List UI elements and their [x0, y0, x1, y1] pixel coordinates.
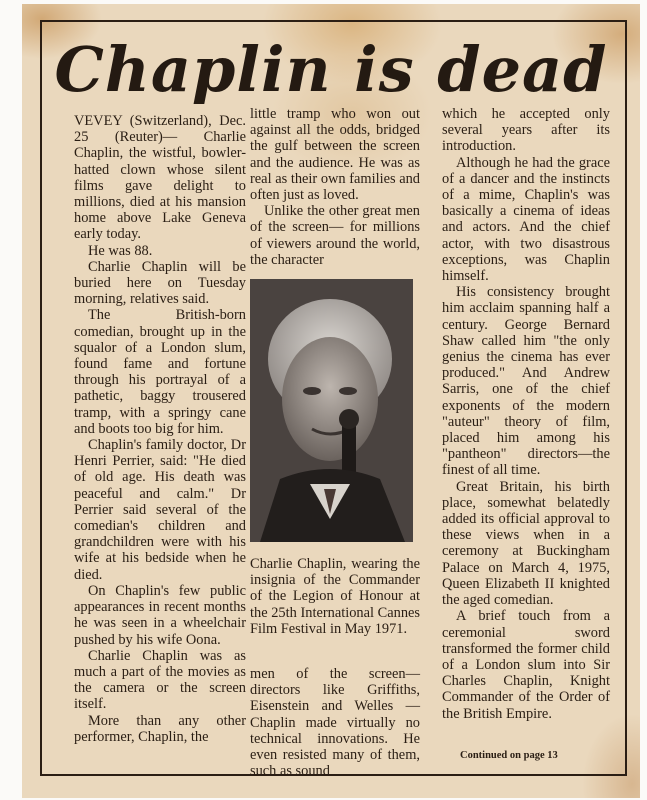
paragraph: Charlie Chaplin was as much a part of the movies as the camera or the screen itself.: [74, 647, 246, 713]
paragraph: which he accepted only several years after its introduction.: [442, 106, 610, 155]
paragraph: Charlie Chaplin will be buried here on Tuesday morning, relatives said.: [74, 258, 246, 308]
paragraph: He was 88.: [88, 242, 153, 259]
top-rule: [40, 20, 625, 22]
paragraph: On Chaplin's few public appearances in recent months he was seen in a wheelchair pushed by his wife Oona.: [74, 582, 246, 648]
photo-illustration: [250, 279, 413, 542]
continued-note: Continued on page 13: [460, 750, 558, 761]
paragraph: VEVEY (Switzerland), Dec. 25 (Reuter)— Charlie Chaplin, the wistful, bowler-hatted clown whose silent films gave delight to millions, died at his mansion home above Lake Geneva early today.: [74, 113, 246, 243]
article-column-1: [74, 113, 246, 745]
paragraph: More than any other performer, Chaplin, the: [74, 712, 246, 745]
paragraph: Chaplin's family doctor, Dr Henri Perrier, said: "He died of old age. His death was peaceful and calm." Dr Perrier said several of the comedian's children and grandchildren were with his wife at his bedside when he died.: [74, 437, 246, 583]
article-column-2-bottom: [250, 666, 420, 779]
paragraph: Unlike the other great men of the screen— for millions of viewers around the world, the character: [250, 203, 420, 268]
photo-caption: Charlie Chaplin, wearing the insignia of the Commander of the Legion of Honour at the 25th International Cannes Film Festival in May 1971.: [250, 556, 420, 637]
paragraph: men of the screen— directors like Griffiths, Eisenstein and Welles — Chaplin made virtually no technical innovations. He even resisted many of them, such as sound: [250, 666, 420, 780]
paragraph: Great Britain, his birth place, somewhat belatedly added its official approval to these views when in a ceremony at Buckingham Palace on March 4, 1975, Queen Elizabeth II knighted the aged comedian.: [442, 478, 610, 609]
paragraph: Although he had the grace of a dancer and the instincts of a mime, Chaplin's was basically a cinema of ideas and actors. And the chief actor, with two disastrous exceptions, was Chaplin himself.: [442, 154, 610, 285]
left-rule: [40, 20, 42, 775]
paragraph: little tramp who won out against all the odds, bridged the gulf between the screen and the audience. He was as real as their own families and often just as loved.: [250, 106, 420, 204]
headline: Chaplin is dead: [54, 33, 608, 106]
article-column-3: [442, 106, 610, 722]
chaplin-portrait-photo: [250, 279, 413, 542]
paragraph: The British-born comedian, brought up in the squalor of a London slum, found fame and fortune through his portrayal of a pathetic, baggy trousered tramp, with a springy cane and boots too big for him.: [74, 307, 246, 437]
article-column-2-top: [250, 106, 420, 268]
paragraph: His consistency brought him acclaim spanning half a century. George Bernard Shaw called him "the only genius the cinema has ever produced." And Andrew Sarris, one of the chief exponents of the modern "auteur" theory of film, placed him among his "pantheon" directors—the finest of all time.: [442, 284, 610, 479]
right-rule: [625, 20, 627, 775]
paragraph: A brief touch from a ceremonial sword transformed the former child of a London slum into Sir Charles Chaplin, Knight Commander of the Order of the British Empire.: [442, 608, 610, 722]
